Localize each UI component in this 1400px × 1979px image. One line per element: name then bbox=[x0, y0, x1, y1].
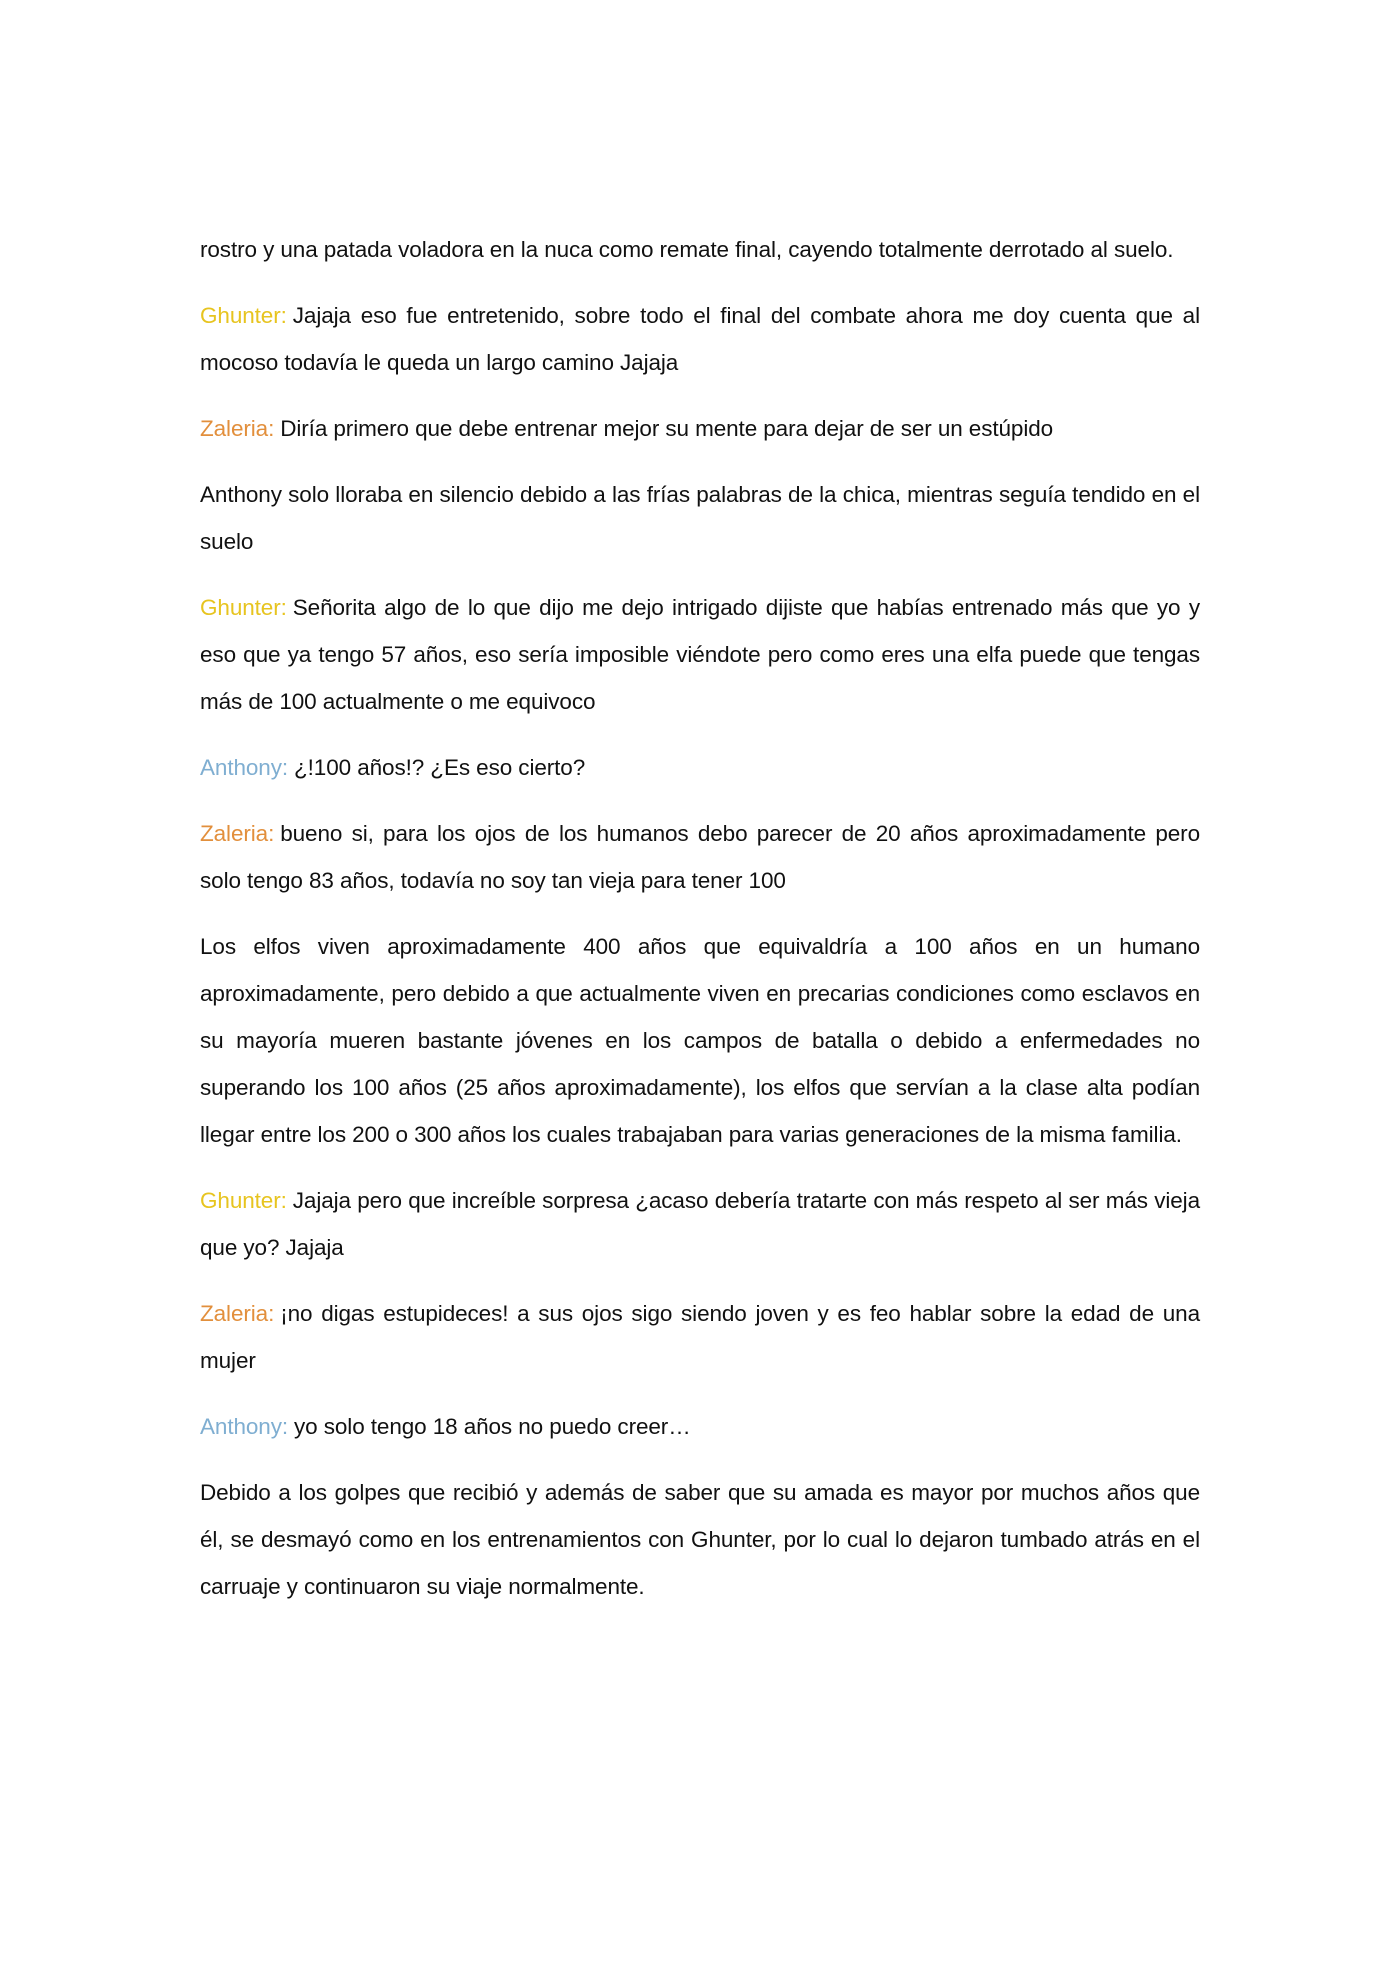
speaker-label-ghunter: Ghunter: bbox=[200, 595, 287, 620]
dialogue-text: ¡no digas estupideces! a sus ojos sigo siendo joven y es feo hablar sobre la edad de una mujer bbox=[200, 1301, 1200, 1373]
paragraph-text: Los elfos viven aproximadamente 400 años que equivaldría a 100 años en un humano aproximadamente, pero debido a que actualmente viven en precarias condiciones como esclavos en su mayoría mueren bastante jóvenes en los campos de batalla o debido a enfermedades no superando los 100 años (25 años aproximadamente), los elfos que servían a la clase alta podían llegar entre los 200 o 300 años los cuales trabajaban para varias generaciones de la misma familia. bbox=[200, 934, 1200, 1147]
speaker-label-anthony: Anthony: bbox=[200, 1414, 289, 1439]
dialogue-paragraph bbox=[200, 584, 1200, 725]
document-page bbox=[200, 226, 1200, 1629]
dialogue-text: bueno si, para los ojos de los humanos debo parecer de 20 años aproximadamente pero solo tengo 83 años, todavía no soy tan vieja para tener 100 bbox=[200, 821, 1200, 893]
narration-paragraph bbox=[200, 226, 1200, 273]
speaker-label-zaleria: Zaleria: bbox=[200, 1301, 275, 1326]
dialogue-paragraph bbox=[200, 1290, 1200, 1384]
speaker-label-ghunter: Ghunter: bbox=[200, 303, 287, 328]
paragraph-text: Anthony solo lloraba en silencio debido a las frías palabras de la chica, mientras seguía tendido en el suelo bbox=[200, 482, 1200, 554]
dialogue-text: yo solo tengo 18 años no puedo creer… bbox=[294, 1414, 691, 1439]
speaker-label-ghunter: Ghunter: bbox=[200, 1188, 287, 1213]
speaker-label-anthony: Anthony: bbox=[200, 755, 289, 780]
dialogue-text: Señorita algo de lo que dijo me dejo intrigado dijiste que habías entrenado más que yo y eso que ya tengo 57 años, eso sería imposible viéndote pero como eres una elfa puede que tengas más de 100 actualmente o me equivoco bbox=[200, 595, 1200, 714]
dialogue-paragraph bbox=[200, 1177, 1200, 1271]
dialogue-text: Jajaja eso fue entretenido, sobre todo el final del combate ahora me doy cuenta que al mocoso todavía le queda un largo camino Jajaja bbox=[200, 303, 1200, 375]
narration-paragraph bbox=[200, 923, 1200, 1158]
dialogue-text: Diría primero que debe entrenar mejor su mente para dejar de ser un estúpido bbox=[280, 416, 1054, 441]
speaker-label-zaleria: Zaleria: bbox=[200, 821, 275, 846]
dialogue-paragraph bbox=[200, 1403, 1200, 1450]
dialogue-paragraph bbox=[200, 292, 1200, 386]
dialogue-paragraph bbox=[200, 405, 1200, 452]
narration-paragraph bbox=[200, 1469, 1200, 1610]
paragraph-text: Debido a los golpes que recibió y además de saber que su amada es mayor por muchos años que él, se desmayó como en los entrenamientos con Ghunter, por lo cual lo dejaron tumbado atrás en el carruaje y continuaron su viaje normalmente. bbox=[200, 1480, 1200, 1599]
speaker-label-zaleria: Zaleria: bbox=[200, 416, 275, 441]
dialogue-text: Jajaja pero que increíble sorpresa ¿acaso debería tratarte con más respeto al ser más vieja que yo? Jajaja bbox=[200, 1188, 1200, 1260]
dialogue-paragraph bbox=[200, 744, 1200, 791]
dialogue-text: ¿!100 años!? ¿Es eso cierto? bbox=[294, 755, 586, 780]
paragraph-text: rostro y una patada voladora en la nuca como remate final, cayendo totalmente derrotado al suelo. bbox=[200, 237, 1174, 262]
narration-paragraph bbox=[200, 471, 1200, 565]
dialogue-paragraph bbox=[200, 810, 1200, 904]
